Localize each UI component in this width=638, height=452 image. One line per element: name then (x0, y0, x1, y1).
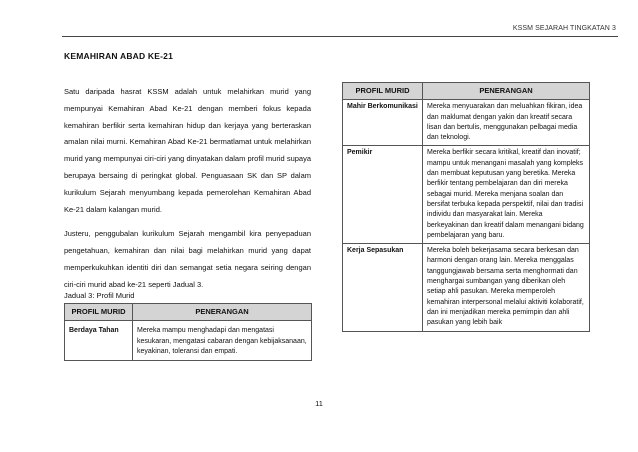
column-header-description: PENERANGAN (423, 83, 590, 100)
profile-table-right (342, 82, 590, 332)
profile-description: Mereka menyuarakan dan meluahkan fikiran, idea dan maklumat dengan yakin dan kreatif secara lisan dan bertulis, menggunakan pelbagai media dan teknologi. (423, 100, 590, 146)
table-row (343, 244, 590, 331)
table-caption: Jadual 3: Profil Murid (64, 291, 135, 300)
column-header-description: PENERANGAN (133, 304, 312, 321)
profile-description: Mereka boleh bekerjasama secara berkesan dan harmoni dengan orang lain. Mereka menggalas tanggungjawab bersama serta menghormati dan menghargai sumbangan yang diberikan oleh setiap ahli pasukan. Mereka memperoleh kemahiran interpersonal melalui aktiviti kolaboratif, dan ini menjadikan mereka pemimpin dan ahli pasukan yang lebih baik (423, 244, 590, 331)
table-row (343, 146, 590, 244)
body-text (64, 84, 311, 294)
running-header: KSSM SEJARAH TINGKATAN 3 (512, 25, 616, 32)
profile-description: Mereka berfikir secara kritikal, kreatif dan inovatif; mampu untuk menangani masalah yang kompleks dan membuat keputusan yang beretika. Mereka berfikir tentang pembelajaran dan diri mereka sebagai murid. Mereka menjana soalan dan bersifat terbuka kepada perspektif, nilai dan tradisi individu dan masyarakat lain. Mereka berkeyakinan dan kreatif dalam menangani bidang pembelajaran yang baru. (423, 146, 590, 244)
profile-table-left (64, 303, 312, 361)
column-header-profile: PROFIL MURID (343, 83, 423, 100)
table-header-row (343, 83, 590, 100)
profile-description: Mereka mampu menghadapi dan mengatasi kesukaran, mengatasi cabaran dengan kebijaksanaan, keyakinan, toleransi dan empati. (133, 321, 312, 361)
header-divider (62, 36, 618, 37)
table-row (65, 321, 312, 361)
paragraph: Satu daripada hasrat KSSM adalah untuk melahirkan murid yang mempunyai Kemahiran Abad Ke-21 dengan memberi fokus kepada kemahiran berfikir serta kemahiran hidup dan kerjaya yang berteraskan amalan nilai murni. Kemahiran Abad Ke-21 bermatlamat untuk melahirkan murid yang mempunyai ciri-ciri yang dinyatakan dalam profil murid supaya berupaya bersaing di peringkat global. Penguasaan SK dan SP dalam kurikulum Sejarah menyumbang kepada pemerolehan Kemahiran Abad Ke-21 dalam kalangan murid. (64, 87, 311, 214)
table-row (343, 100, 590, 146)
profile-name: Mahir Berkomunikasi (343, 100, 423, 146)
profile-name: Berdaya Tahan (65, 321, 133, 361)
profile-name: Pemikir (343, 146, 423, 244)
section-heading: KEMAHIRAN ABAD KE-21 (64, 51, 173, 61)
column-header-profile: PROFIL MURID (65, 304, 133, 321)
table-header-row (65, 304, 312, 321)
page-number: 11 (315, 399, 323, 408)
profile-name: Kerja Sepasukan (343, 244, 423, 331)
paragraph: Justeru, penggubalan kurikulum Sejarah mengambil kira penyepaduan pengetahuan, kemahiran dan nilai bagi melahirkan murid yang dapat memperkukuhkan identiti diri dan semangat setia negara seiring dengan ciri-ciri murid abad ke-21 seperti Jadual 3. (64, 229, 311, 289)
